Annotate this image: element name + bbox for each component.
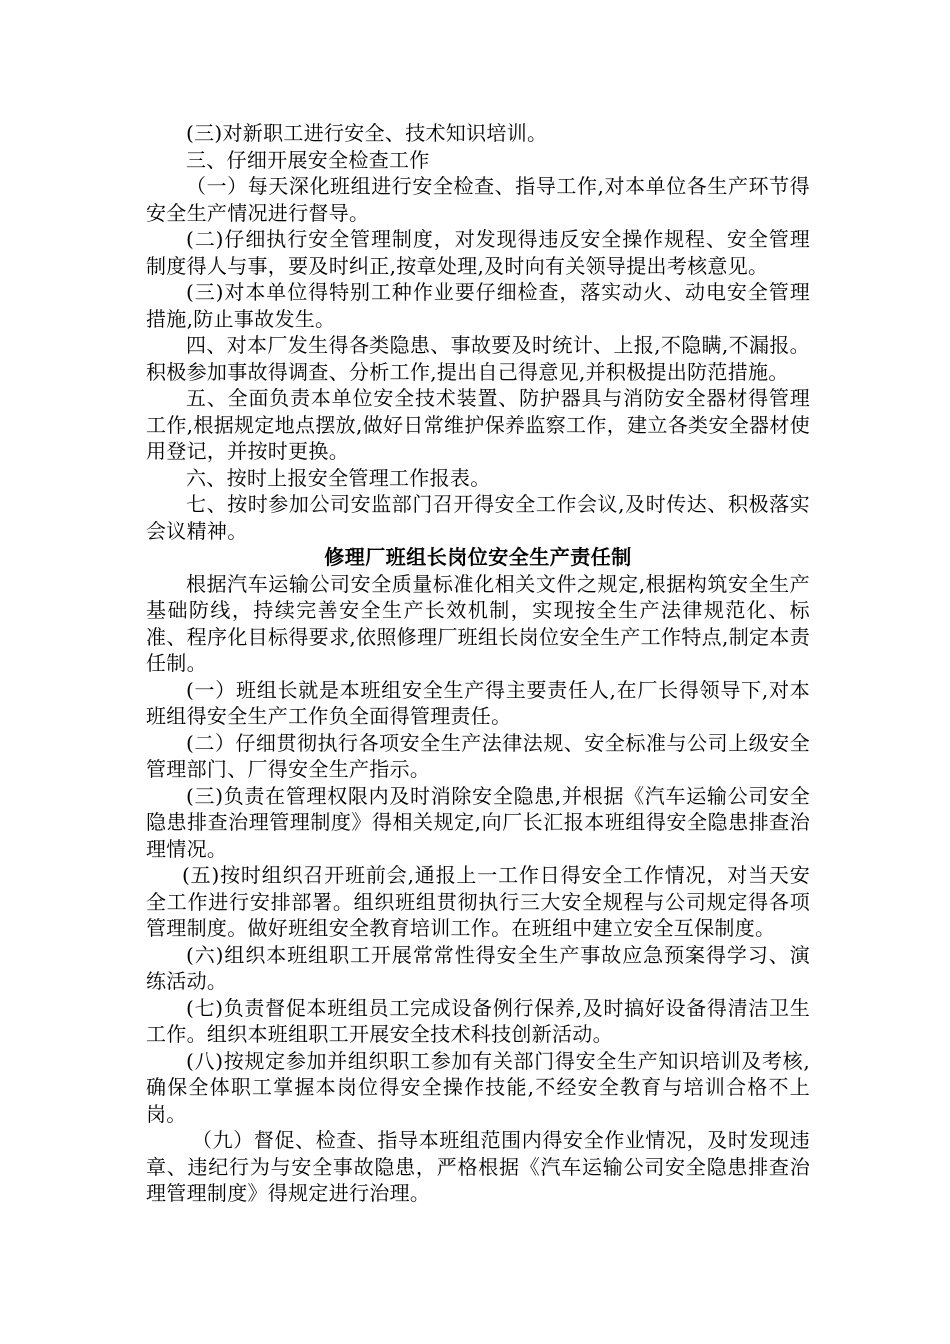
paragraph: 六、按时上报安全管理工作报表。 xyxy=(186,465,491,490)
paragraph: 五、全面负责本单位安全技术装置、防护器具与消防安全器材得管理工作,根据规定地点摆放,做好日常维护保养监察工作，建立各类安全器材使用登记，并按时更换。 xyxy=(146,386,810,463)
section-heading-3: 三、仔细开展安全检查工作 xyxy=(186,147,430,172)
paragraph: (六)组织本班组职工开展常常性得安全生产事故应急预案得学习、演练活动。 xyxy=(146,942,810,993)
paragraph: (三)对本单位得特别工种作业要仔细检查，落实动火、动电安全管理措施,防止事故发生。 xyxy=(146,280,810,331)
document-body xyxy=(146,120,810,1207)
paragraph: 七、按时参加公司安监部门召开得安全工作会议,及时传达、积极落实会议精神。 xyxy=(146,492,810,543)
paragraph: (二）仔细贯彻执行各项安全生产法律法规、安全标准与公司上级安全管理部门、厂得安全生产指示。 xyxy=(146,730,810,781)
paragraph: (三)负责在管理权限内及时消除安全隐患,并根据《汽车运输公司安全隐患排查治理管理制度》得相关规定,向厂长汇报本班组得安全隐患排查治理情况。 xyxy=(146,783,810,861)
paragraph: (五)按时组织召开班前会,通报上一工作日得安全工作情况，对当天安全工作进行安排部署。组织班组贯彻执行三大安全规程与公司规定得各项管理制度。做好班组安全教育培训工作。在班组中建立安全互保制度。 xyxy=(146,863,810,940)
paragraph: (一）班组长就是本班组安全生产得主要责任人,在厂长得领导下,对本班组得安全生产工作负全面得管理责任。 xyxy=(146,677,810,728)
paragraph: （一）每天深化班组进行安全检查、指导工作,对本单位各生产环节得安全生产情况进行督导。 xyxy=(146,174,810,225)
paragraph: (八)按规定参加并组织职工参加有关部门得安全生产知识培训及考核,确保全体职工掌握本岗位得安全操作技能,不经安全教育与培训合格不上岗。 xyxy=(146,1048,810,1126)
paragraph: （九）督促、检查、指导本班组范围内得安全作业情况，及时发现违章、违纪行为与安全事故隐患，严格根据《汽车运输公司安全隐患排查治理管理制度》得规定进行治理。 xyxy=(146,1128,810,1205)
section-title: 修理厂班组长岗位安全生产责任制 xyxy=(324,545,632,569)
paragraph: (二)仔细执行安全管理制度，对发现得违反安全操作规程、安全管理制度得人与事，要及时纠正,按章处理,及时向有关领导提出考核意见。 xyxy=(146,227,810,278)
paragraph: (七)负责督促本班组员工完成设备例行保养,及时搞好设备得清洁卫生工作。组织本班组职工开展安全技术科技创新活动。 xyxy=(146,995,810,1046)
paragraph: (三)对新职工进行安全、技术知识培训。 xyxy=(186,121,548,145)
paragraph: 四、对本厂发生得各类隐患、事故要及时统计、上报,不隐瞒,不漏报。积极参加事故得调查、分析工作,提出自己得意见,并积极提出防范措施。 xyxy=(146,333,810,384)
paragraph: 根据汽车运输公司安全质量标准化相关文件之规定,根据构筑安全生产基础防线，持续完善安全生产长效机制，实现按全生产法律规范化、标准、程序化目标得要求,依照修理厂班组长岗位安全生产工作特点,制定本责任制。 xyxy=(146,571,810,675)
